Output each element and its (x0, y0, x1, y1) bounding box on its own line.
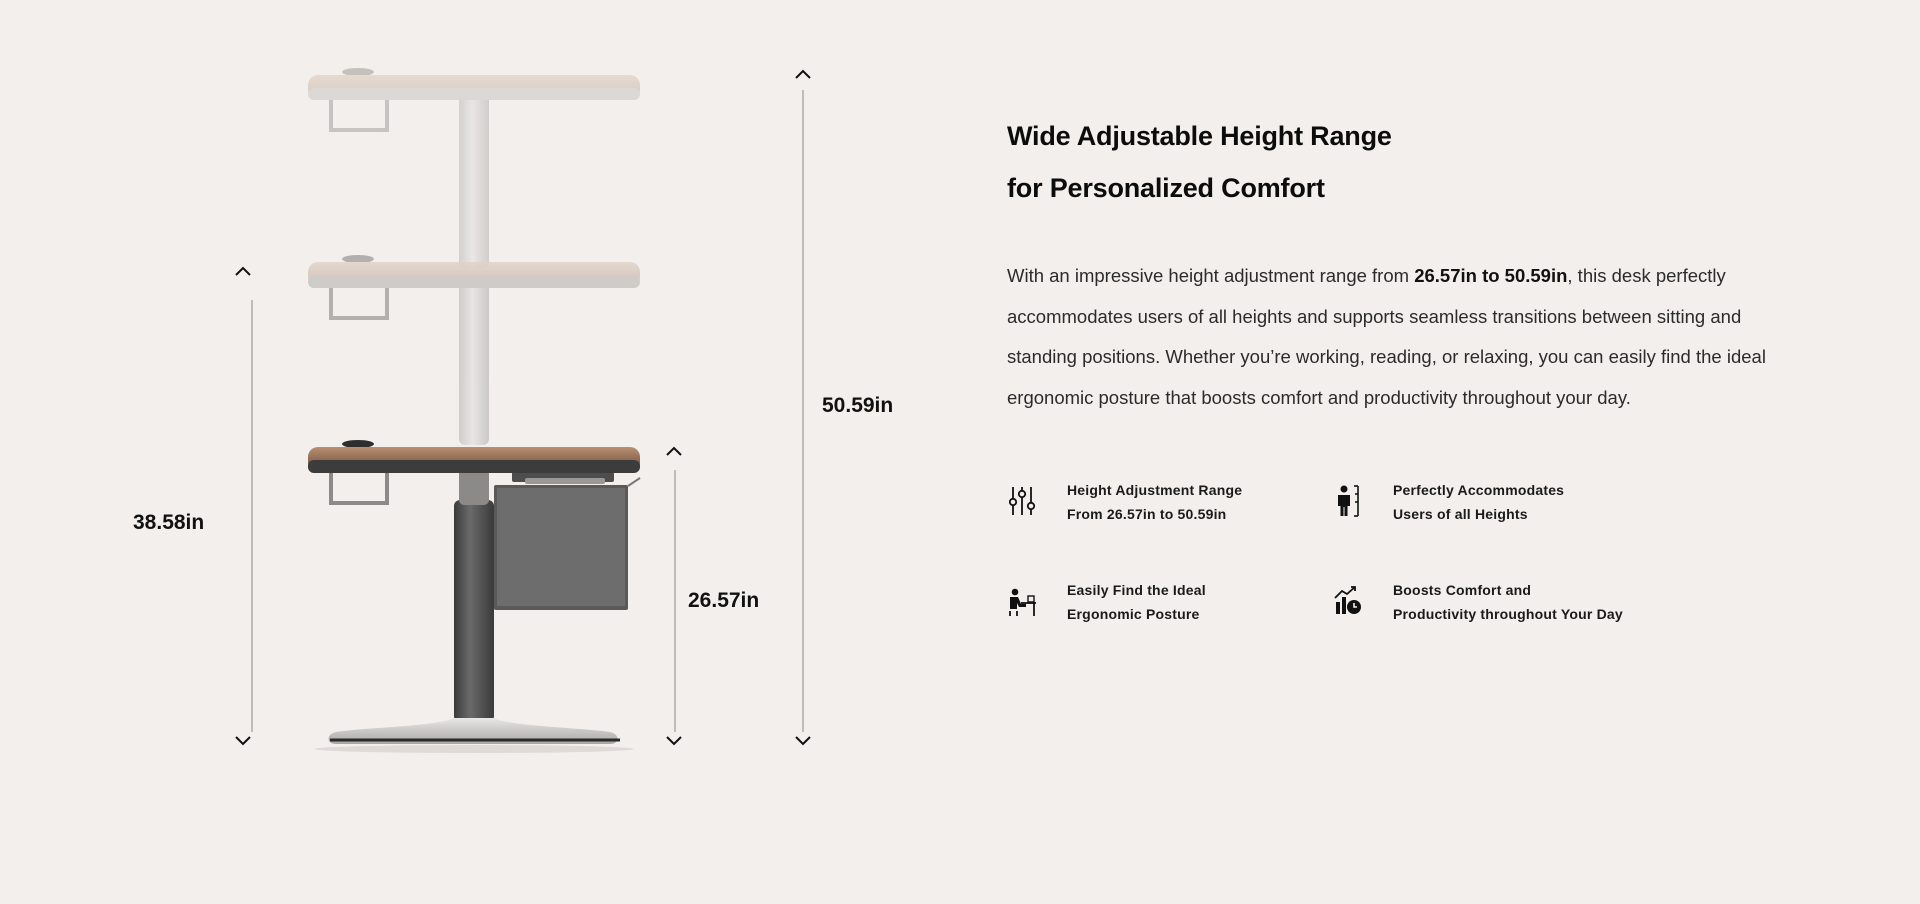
feature-item (1007, 478, 1242, 526)
desk-ghost-mid (308, 255, 640, 445)
feature-line-1: Height Adjustment Range (1067, 482, 1243, 498)
feature-text (1067, 478, 1242, 526)
feature-line-2: Productivity throughout Your Day (1393, 606, 1623, 622)
title-line-1: Wide Adjustable Height Range (1007, 121, 1392, 151)
feature-text (1393, 578, 1623, 626)
description-highlight: 26.57in to 50.59in (1414, 265, 1568, 286)
dimension-min (667, 448, 681, 744)
feature-text (1393, 478, 1564, 526)
mid-height-label: 38.58in (133, 511, 205, 534)
description (1007, 256, 1777, 418)
feature-item (1333, 578, 1623, 626)
feature-content (1007, 110, 1787, 418)
min-height-label: 26.57in (688, 589, 760, 612)
desk-ghost-max (308, 68, 640, 268)
person-height-icon (1333, 484, 1363, 518)
feature-line-1: Perfectly Accommodates (1393, 482, 1565, 498)
person-at-desk-icon (1007, 584, 1037, 618)
feature-line-2: Users of all Heights (1393, 506, 1528, 522)
feature-list (1007, 478, 1687, 638)
feature-line-1: Boosts Comfort and (1393, 582, 1532, 598)
dimension-max (796, 71, 810, 744)
description-suffix: , this desk perfectly accommodates users of all heights and supports seamless transitions between sitting and standing positions. Whether you’re working, reading, or relaxing, you can easily find the ideal ergonomic posture that boosts comfort and productivity throughout your day. (1007, 265, 1766, 408)
page-title (1007, 110, 1787, 214)
max-height-label: 50.59in (822, 394, 894, 417)
productivity-chart-icon (1333, 584, 1363, 618)
feature-line-2: Ergonomic Posture (1067, 606, 1200, 622)
desk-solid-min (308, 440, 640, 753)
adjust-sliders-icon (1007, 484, 1037, 518)
title-line-2: for Personalized Comfort (1007, 173, 1325, 203)
feature-line-2: From 26.57in to 50.59in (1067, 506, 1227, 522)
feature-line-1: Easily Find the Ideal (1067, 582, 1206, 598)
dimension-mid (236, 268, 252, 744)
feature-text (1067, 578, 1206, 626)
description-prefix: With an impressive height adjustment range from (1007, 265, 1415, 286)
feature-item (1333, 478, 1564, 526)
feature-item (1007, 578, 1206, 626)
